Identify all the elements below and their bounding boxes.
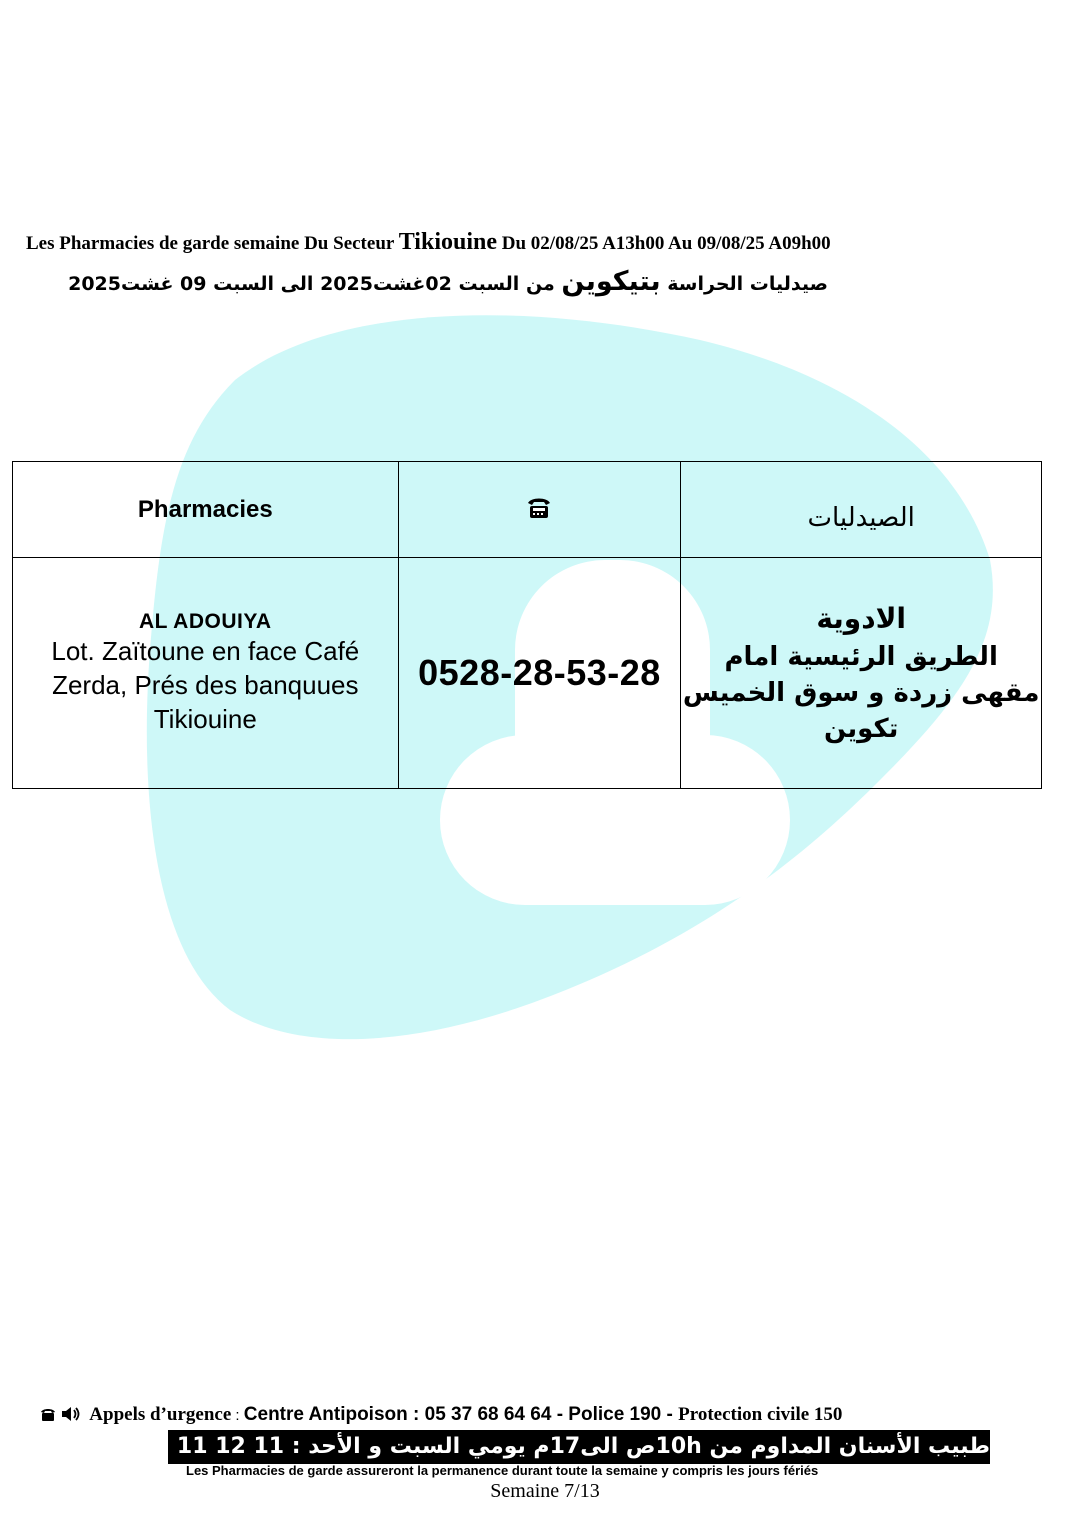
title-french-dates: Du 02/08/25 A13h00 Au 09/08/25 A09h00 [497,233,831,254]
pharmacy-cell-arabic [681,558,1042,789]
telephone-icon [526,494,552,520]
title-french-prefix: Les Pharmacies de garde semaine Du Secteur [26,233,399,254]
telephone-icon [40,1406,56,1422]
emergency-calls-line [40,1404,842,1428]
week-indicator: Semaine 7/13 [490,1480,600,1502]
title-french-sector: Tikiouine [398,229,498,255]
pharmacy-cell-french [13,558,399,789]
speaker-icon [61,1406,81,1422]
header-arabic-label: الصيدليات [807,502,915,533]
table-header-row [13,462,1042,558]
title-french [26,229,1056,256]
title-arabic-prefix: صيدليات الحراسة [660,273,828,295]
pharmacy-address-fr: Lot. Zaïtoune en face Café Zerda, Prés des banquues Tikiouine [51,636,360,734]
pharmacy-name-fr: AL ADOUIYA [139,610,272,633]
pharmacy-name-ar: الادوية [816,602,907,635]
pharmacy-phone: 0528-28-53-28 [418,652,661,693]
title-arabic-dates: من السبت 02غشت2025 الى السبت 09 غشت2025 [68,273,562,295]
pharmacies-table [12,461,1042,789]
emergency-icons [40,1406,81,1428]
civil-protection-text: Protection civile 150 [678,1404,843,1425]
emergency-label: Appels d’urgence [89,1404,232,1425]
emergency-separator: : [231,1407,244,1424]
title-arabic-sector: بتيكوين [561,266,661,297]
guard-note: Les Pharmacies de garde assureront la permanence durant toute la semaine y compris les jours fériés [186,1463,819,1478]
title-arabic [68,266,828,297]
dentist-banner: طبيب الأسنان المداوم من 10hص الى17م يومي السبت و الأحد : 11 12 11 08 06 [168,1430,990,1464]
header-cell-arabic [681,462,1042,558]
header-cell-pharmacies [13,462,399,558]
table-row [13,558,1042,789]
pharmacy-address-ar: الطريق الرئيسية امام مقهى زردة و سوق الخميس تكوين [682,642,1040,744]
pharmacy-cell-phone [398,558,681,789]
header-pharmacies-label: Pharmacies [137,495,273,523]
poison-center-text: Centre Antipoison : 05 37 68 64 64 - Police 190 - [243,1404,679,1425]
header-cell-phone [398,462,681,558]
pharmacy-arabic-block [681,599,1041,747]
